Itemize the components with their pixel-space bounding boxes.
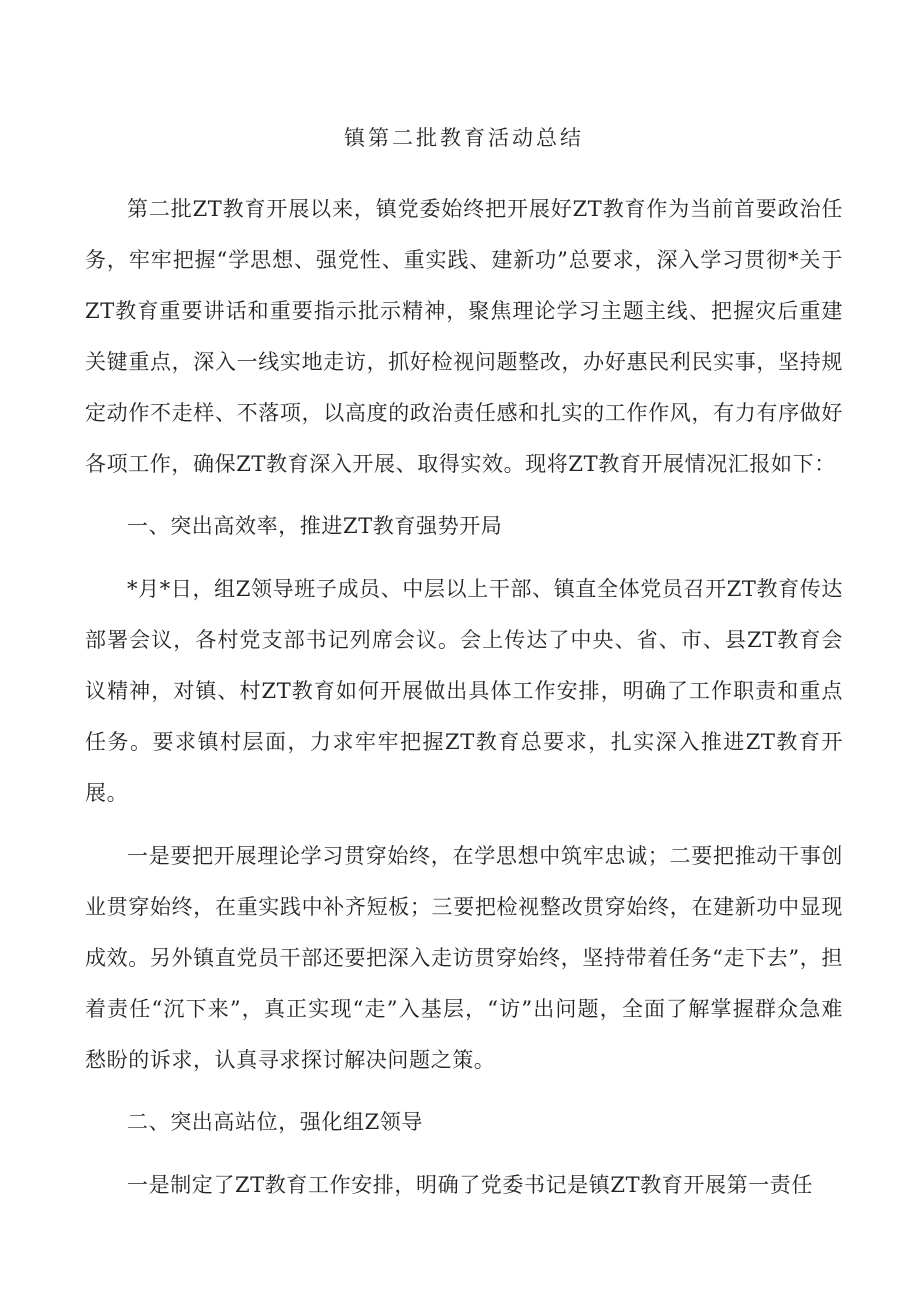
document-body bbox=[85, 118, 843, 1211]
paragraph-gap bbox=[85, 489, 843, 501]
paragraph-gap bbox=[85, 552, 843, 564]
intro-paragraph: 第二批ZT教育开展以来，镇党委始终把开展好ZT教育作为当前首要政治任务，牢牢把握“学思想、强党性、重实践、建新功”总要求，深入学习贯彻*关于ZT教育重要讲话和重要指示批示精神，聚焦理论学习主题主线、把握灾后重建关键重点，深入一线实地走访，抓好检视问题整改，办好惠民利民实事，坚持规定动作不走样、不落项，以高度的政治责任感和扎实的工作作风，有力有序做好各项工作，确保ZT教育深入开展、取得实效。现将ZT教育开展情况汇报如下： bbox=[85, 197, 843, 476]
paragraph-gap bbox=[85, 1085, 843, 1097]
paragraph-gap bbox=[85, 819, 843, 831]
section-2-paragraph-1: 一是制定了ZT教育工作安排，明确了党委书记是镇ZT教育开展第一责任 bbox=[127, 1173, 813, 1198]
section-1-paragraph-1: *月*日，组Z领导班子成员、中层以上干部、镇直全体党员召开ZT教育传达部署会议，各村党支部书记列席会议。会上传达了中央、省、市、县ZT教育会议精神，对镇、村ZT教育如何开展做出具体工作安排，明确了工作职责和重点任务。要求镇村层面，力求牢牢把握ZT教育总要求，扎实深入推进ZT教育开展。 bbox=[85, 577, 843, 805]
section-1-paragraph-2: 一是要把开展理论学习贯穿始终，在学思想中筑牢忠诚；二要把推动干事创业贯穿始终，在重实践中补齐短板；三要把检视整改贯穿始终，在建新功中显现成效。另外镇直党员干部还要把深入走访贯穿始终，坚持带着任务“走下去”，担着责任“沉下来”，真正实现“走”入基层，“访”出问题，全面了解掌握群众急难愁盼的诉求，认真寻求探讨解决问题之策。 bbox=[85, 843, 843, 1072]
section-heading-2: 二、突出高站位，强化组Z领导 bbox=[127, 1110, 423, 1135]
document-title: 镇第二批教育活动总结 bbox=[344, 126, 584, 150]
section-heading-1: 一、突出高效率，推进ZT教育强势开局 bbox=[127, 514, 503, 539]
paragraph-gap bbox=[85, 1148, 843, 1160]
